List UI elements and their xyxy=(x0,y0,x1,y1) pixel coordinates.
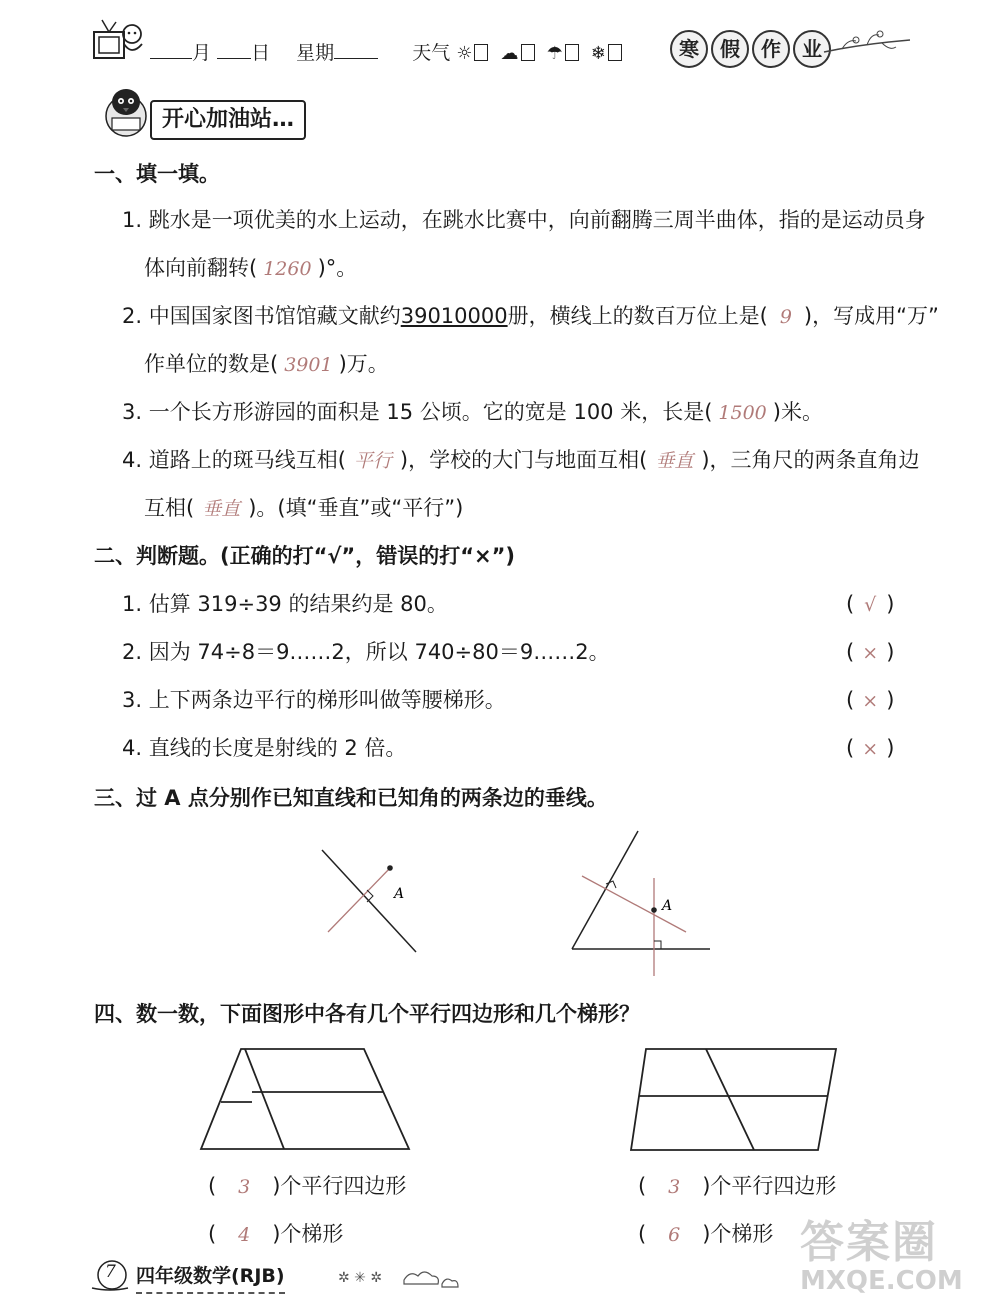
section3-heading: 三、过 A 点分别作已知直线和已知角的两条边的垂线。 xyxy=(94,786,608,810)
perpendicular-line xyxy=(328,866,392,932)
header-mascot-icon xyxy=(88,14,150,64)
judge-mark-3[interactable]: × xyxy=(862,690,879,712)
q4-answer1[interactable]: 平行 xyxy=(353,450,392,472)
point-a-label: A xyxy=(662,898,673,914)
holiday-homework-seal xyxy=(670,30,834,68)
q3-answer[interactable]: 1500 xyxy=(718,402,767,424)
penguin-mascot-icon xyxy=(98,82,154,142)
sunny-icon: ☼ xyxy=(456,43,473,64)
seal-char-2: 假 xyxy=(711,30,749,68)
judge-item-4: 4. 直线的长度是射线的 2 倍。 xyxy=(122,736,407,760)
seal-char-3: 作 xyxy=(752,30,790,68)
banner-title: 开心加油站… xyxy=(150,100,306,140)
judge-mark-1[interactable]: √ xyxy=(864,594,877,616)
point-a xyxy=(387,865,393,871)
right-parallelogram-answer: ( 3 )个平行四边形 xyxy=(638,1172,836,1201)
point-a xyxy=(651,907,657,913)
snow-checkbox[interactable] xyxy=(608,44,622,61)
perpendicular-line-figure[interactable] xyxy=(300,840,430,960)
right-parallelogram-figure xyxy=(628,1044,844,1156)
day-blank[interactable] xyxy=(217,58,251,59)
q4-answer2[interactable]: 垂直 xyxy=(655,450,694,472)
right-angle-mark-2 xyxy=(654,941,661,949)
seal-char-4: 业 xyxy=(793,30,831,68)
right-parallelogram-count[interactable]: 3 xyxy=(668,1176,681,1198)
point-a-label: A xyxy=(394,886,405,902)
judge-answer-1: ( √ ) xyxy=(846,590,894,619)
q2-answer2[interactable]: 3901 xyxy=(284,354,333,376)
q3-line: 3. 一个长方形游园的面积是 15 公顷。它的宽是 100 米，长是( 1500 )米。 xyxy=(122,400,823,424)
judge-answer-2: ( × ) xyxy=(846,638,894,667)
q1-line1: 1. 跳水是一项优美的水上运动，在跳水比赛中，向前翻腾三周半曲体，指的是运动员身 xyxy=(122,208,926,232)
branch-decoration-icon xyxy=(822,22,912,66)
day-label: 日 xyxy=(251,42,271,64)
judge-item-2: 2. 因为 74÷8＝9……2，所以 740÷80＝9……2。 xyxy=(122,640,610,664)
section1-heading: 一、填一填。 xyxy=(94,162,220,186)
judge-item-3: 3. 上下两条边平行的梯形叫做等腰梯形。 xyxy=(122,688,506,712)
judge-answer-3: ( × ) xyxy=(846,686,894,715)
judge-mark-2[interactable]: × xyxy=(862,642,879,664)
right-trapezoid-count[interactable]: 6 xyxy=(668,1224,681,1246)
q2-line2: 作单位的数是( 3901 )万。 xyxy=(144,352,389,376)
q2-number: 39010000 xyxy=(400,304,508,328)
section2-heading: 二、判断题。(正确的打“√”，错误的打“×”) xyxy=(94,544,516,568)
page-number-badge xyxy=(90,1258,130,1292)
q4-answer3[interactable]: 垂直 xyxy=(202,498,241,520)
month-blank[interactable] xyxy=(150,58,192,59)
svg-text:✲ ✳ ✲: ✲ ✳ ✲ xyxy=(338,1270,383,1286)
rain-checkbox[interactable] xyxy=(565,44,579,61)
weather-label: 天气 xyxy=(412,42,451,64)
weekday-blank[interactable] xyxy=(334,58,378,59)
q1-line2: 体向前翻转( 1260 )°。 xyxy=(144,256,358,280)
book-title: 四年级数学(RJB) xyxy=(136,1262,285,1294)
left-trapezoid-figure xyxy=(196,1044,416,1154)
watermark-url: MXQE.COM xyxy=(800,1266,963,1296)
cloudy-checkbox[interactable] xyxy=(521,44,535,61)
weekday-label: 星期 xyxy=(296,42,335,64)
q4-line2: 互相( 垂直 )。(填“垂直”或“平行”) xyxy=(144,496,464,520)
angle-perpendicular-figure[interactable] xyxy=(560,826,720,976)
judge-answer-4: ( × ) xyxy=(846,734,894,763)
q4-line1: 4. 道路上的斑马线互相( 平行 )，学校的大门与地面互相( 垂直 )，三角尺的两条直角边 xyxy=(122,448,920,472)
left-trapezoid-count[interactable]: 4 xyxy=(238,1224,251,1246)
right-trapezoid-answer: ( 6 )个梯形 xyxy=(638,1220,773,1249)
q2-answer1[interactable]: 9 xyxy=(779,306,792,328)
seal-char-1: 寒 xyxy=(670,30,708,68)
left-parallelogram-count[interactable]: 3 xyxy=(238,1176,251,1198)
q1-answer[interactable]: 1260 xyxy=(263,258,312,280)
rain-icon: ☂ xyxy=(546,43,563,64)
snow-icon: ❄ xyxy=(590,43,606,64)
watermark-logo-chars: 答案圈 xyxy=(800,1217,938,1268)
left-trapezoid-answer: ( 4 )个梯形 xyxy=(208,1220,343,1249)
cloudy-icon: ☁ xyxy=(500,43,519,64)
q2-line1: 2. 中国国家图书馆馆藏文献约39010000册，横线上的数百万位上是( 9 )，写成用“万” xyxy=(122,304,939,328)
judge-item-1: 1. 估算 319÷39 的结果约是 80。 xyxy=(122,592,448,616)
angle-side-1 xyxy=(572,831,638,949)
month-label: 月 xyxy=(192,42,212,64)
sunny-checkbox[interactable] xyxy=(474,44,488,61)
date-line xyxy=(150,40,622,66)
judge-mark-4[interactable]: × xyxy=(862,738,879,760)
section4-heading: 四、数一数，下面图形中各有几个平行四边形和几个梯形？ xyxy=(94,1002,640,1026)
left-parallelogram-answer: ( 3 )个平行四边形 xyxy=(208,1172,406,1201)
footer-decoration-icon xyxy=(334,1262,464,1296)
page-number: 7 xyxy=(105,1262,116,1282)
watermark-logo xyxy=(800,1206,990,1302)
